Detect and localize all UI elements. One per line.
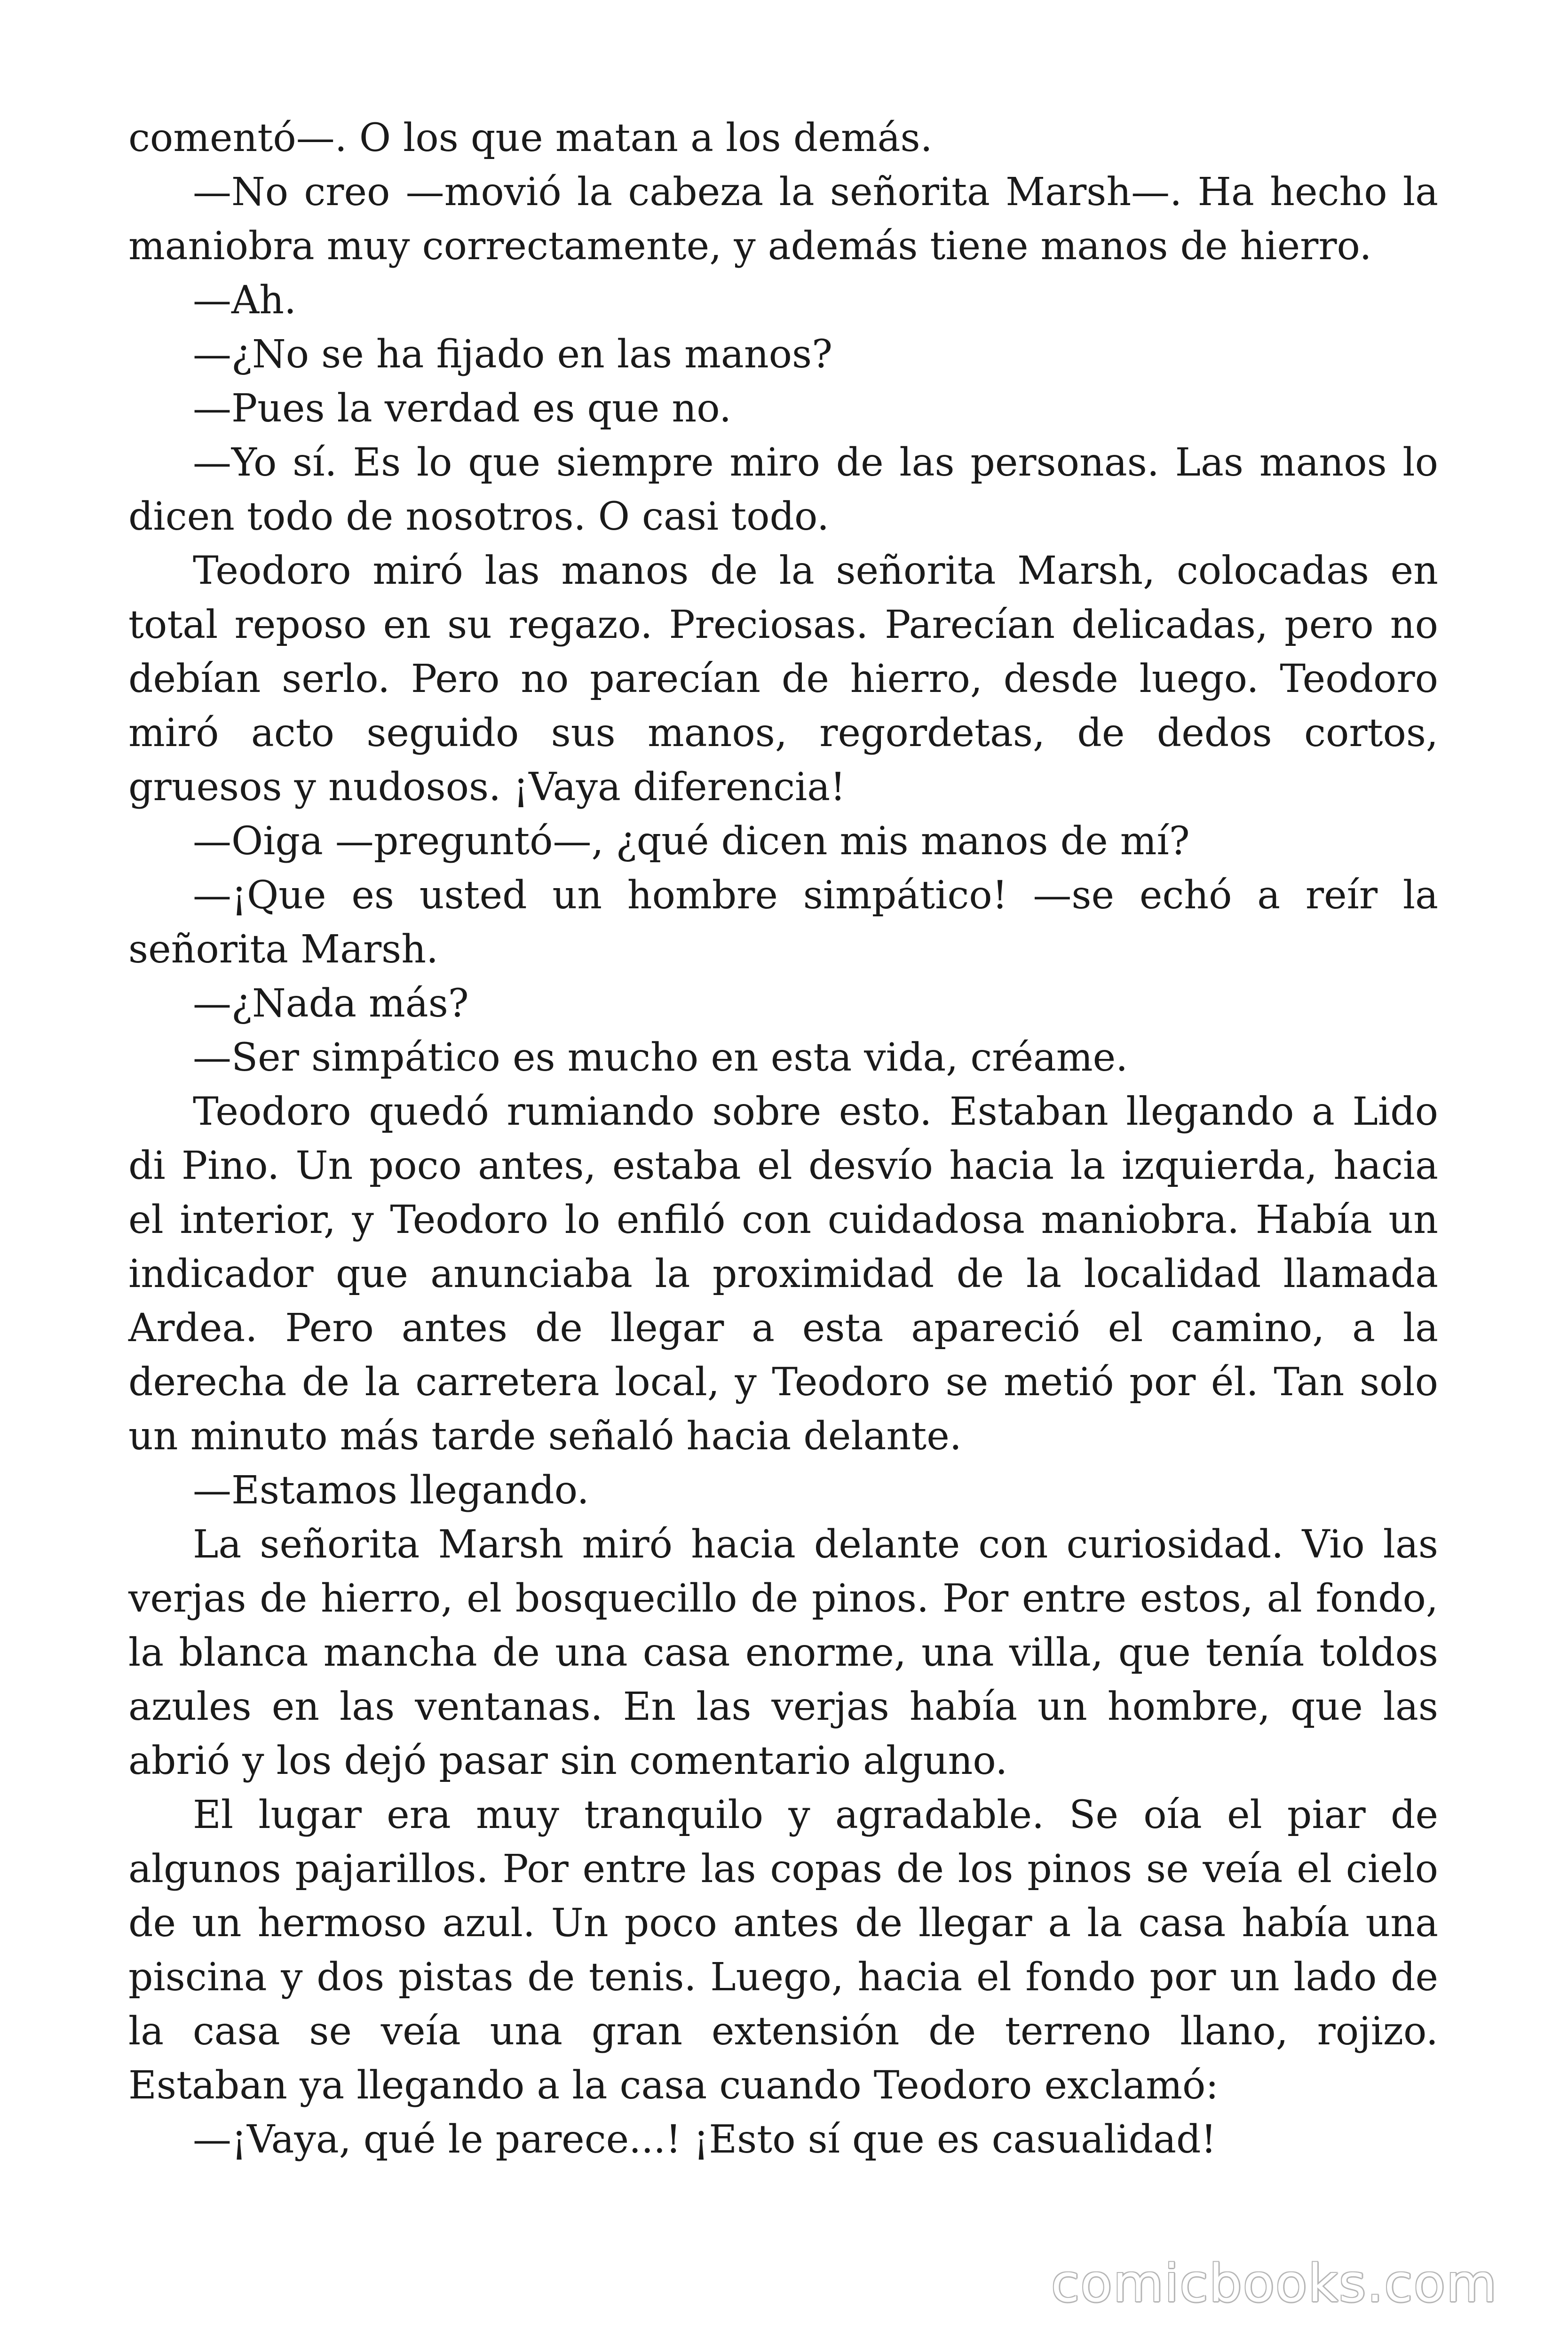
- paragraph: —Ser simpático es mucho en esta vida, créame.: [193, 1035, 1128, 1080]
- paragraph: —Oiga —preguntó—, ¿qué dicen mis manos de mí?: [193, 819, 1190, 864]
- paragraph: El lugar era muy tranquilo y agradable. Se oía el piar de algunos pajarillos. Por entre las copas de los pinos se veía el cielo de un hermoso azul. Un poco antes de llegar a la casa había una piscina y dos pistas de tenis. Luego, hacia el fondo por un lado de la casa se veía una gran extensión de terreno llano, rojizo. Estaban ya llegando a la casa cuando Teodoro exclamó:: [128, 1793, 1438, 2108]
- paragraph: —¿Nada más?: [193, 981, 469, 1026]
- paragraph: —¡Que es usted un hombre simpático! —se echó a reír la señorita Marsh.: [128, 873, 1438, 972]
- paragraph: Teodoro quedó rumiando sobre esto. Estaban llegando a Lido di Pino. Un poco antes, estaba el desvío hacia la izquierda, hacia el interior, y Teodoro lo enfiló con cuidadosa maniobra. Había un indicador que anunciaba la proximidad de la localidad llamada Ardea. Pero antes de llegar a esta apareció el camino, a la derecha de la carretera local, y Teodoro se metió por él. Tan solo un minuto más tarde señaló hacia delante.: [128, 1089, 1438, 1459]
- paragraph: —Estamos llegando.: [193, 1468, 589, 1513]
- paragraph: —¿No se ha fijado en las manos?: [193, 332, 833, 377]
- paragraph: Teodoro miró las manos de la señorita Marsh, colocadas en total reposo en su regazo. Preciosas. Parecían delicadas, pero no debían serlo. Pero no parecían de hierro, desde luego. Teodoro miró acto seguido sus manos, regordetas, de dedos cortos, gruesos y nudosos. ¡Vaya diferencia!: [128, 548, 1438, 810]
- paragraph: —Yo sí. Es lo que siempre miro de las personas. Las manos lo dicen todo de nosotros. O casi todo.: [128, 440, 1438, 539]
- watermark: comicbooks.com: [1051, 2253, 1497, 2313]
- paragraph: comentó—. O los que matan a los demás.: [128, 116, 933, 160]
- paragraph: La señorita Marsh miró hacia delante con curiosidad. Vio las verjas de hierro, el bosquecillo de pinos. Por entre estos, al fondo, la blanca mancha de una casa enorme, una villa, que tenía toldos azules en las ventanas. En las verjas había un hombre, que las abrió y los dejó pasar sin comentario alguno.: [128, 1522, 1438, 1783]
- paragraph: —Ah.: [193, 278, 297, 323]
- paragraph: —Pues la verdad es que no.: [193, 386, 732, 431]
- paragraph: —¡Vaya, qué le parece...! ¡Esto sí que es casualidad!: [193, 2117, 1217, 2162]
- page-text: [128, 111, 1438, 2167]
- paragraph: —No creo —movió la cabeza la señorita Marsh—. Ha hecho la maniobra muy correctamente, y además tiene manos de hierro.: [128, 170, 1438, 269]
